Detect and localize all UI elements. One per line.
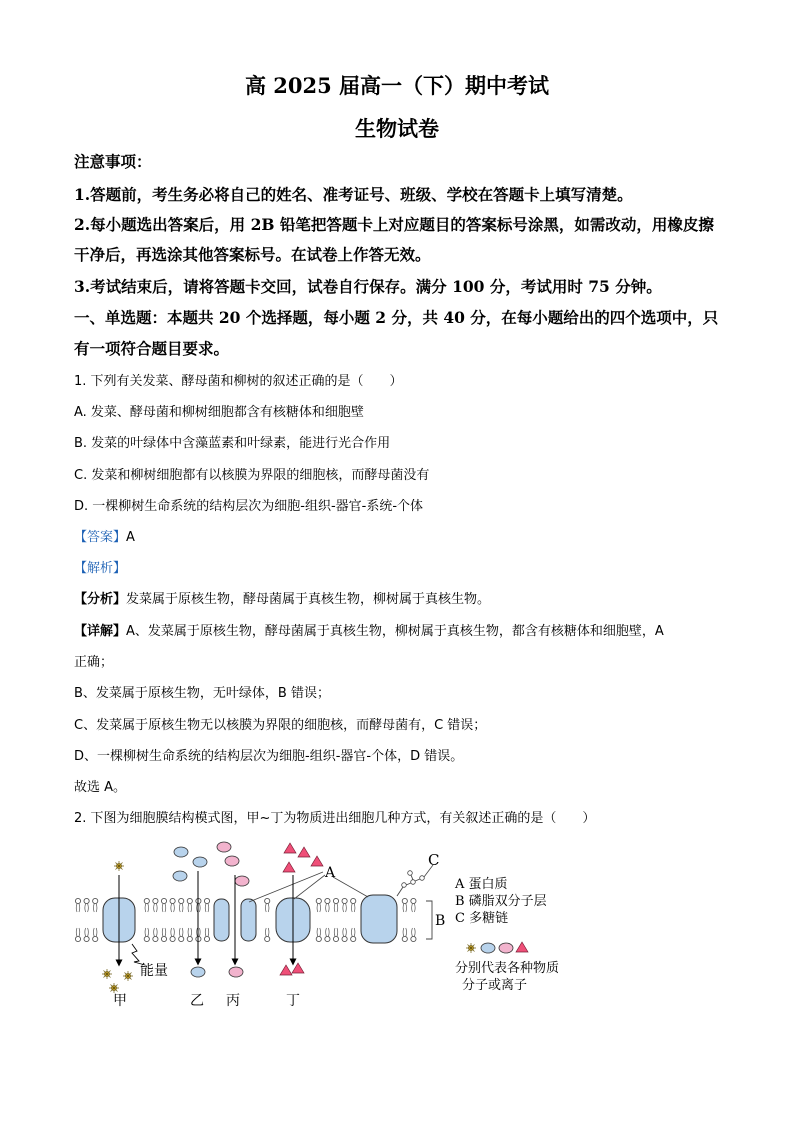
label-bing: 丙 xyxy=(226,993,240,1009)
phospholipid-head-outer xyxy=(402,898,407,912)
phospholipid-head-inner xyxy=(342,928,347,942)
phospholipid-head-outer xyxy=(316,898,321,912)
q1-explain-d: D、一棵柳树生命系统的结构层次为细胞-组织-器官-个体，D 错误。 xyxy=(74,749,464,764)
phospholipid-head-inner xyxy=(75,928,80,942)
xiangjie-text: A、发菜属于原核生物，酵母菌属于真核生物，柳树属于真核生物，都含有核糖体和细胞壁，A xyxy=(126,624,664,639)
notice-item-2: 2.每小题选出答案后，用 2B 铅笔把答题卡上对应题目的答案标号涂黑，如需改动，用橡皮擦 xyxy=(74,215,714,234)
q2-stem: 2. 下图为细胞膜结构模式图，甲~丁为物质进出细胞几种方式，有关叙述正确的是（ ） xyxy=(74,811,596,826)
cell-membrane-figure xyxy=(0,835,794,1015)
star-molecule-icon xyxy=(123,971,133,981)
phospholipid-head-inner xyxy=(333,928,338,942)
phospholipid-head-inner xyxy=(351,928,356,942)
phospholipid-head-outer xyxy=(144,898,149,912)
fenxi-text: 发菜属于原核生物，酵母菌属于真核生物，柳树属于真核生物。 xyxy=(126,592,491,607)
answer-value: A xyxy=(126,530,135,545)
label-yi: 乙 xyxy=(190,993,204,1009)
blue-molecule-icon xyxy=(193,857,207,867)
q1-option-b: B. 发菜的叶绿体中含藻蓝素和叶绿素，能进行光合作用 xyxy=(74,436,391,451)
triangle-molecule-icon xyxy=(280,965,292,975)
star-molecule-icon xyxy=(102,969,112,979)
phospholipid-head-outer xyxy=(161,898,166,912)
triangle-molecule-icon xyxy=(292,963,304,973)
phospholipid-head-outer xyxy=(204,898,209,912)
pink-molecule-icon xyxy=(225,856,239,866)
phospholipid-head-outer xyxy=(265,898,270,912)
triangle-molecule-icon xyxy=(311,856,323,866)
channel-protein-bing-left xyxy=(214,899,229,941)
phospholipid-head-outer xyxy=(325,898,330,912)
phospholipid-head-outer xyxy=(411,898,416,912)
label-ding: 丁 xyxy=(286,993,300,1009)
q1-xiangjie xyxy=(74,620,664,639)
star-molecule-icon xyxy=(114,861,124,871)
channel-protein-bing-right xyxy=(241,899,256,941)
legend-blue-molecule-icon xyxy=(481,943,495,953)
blue-molecule-icon xyxy=(173,871,187,881)
q1-xiangjie-cont: 正确； xyxy=(74,655,114,670)
q1-conclusion: 故选 A。 xyxy=(74,780,127,795)
phospholipid-head-inner xyxy=(144,928,149,942)
notice-item-1: 1.答题前，考生务必将自己的姓名、准考证号、班级、学校在答题卡上填写清楚。 xyxy=(74,185,633,204)
phospholipid-head-outer xyxy=(93,898,98,912)
pink-molecule-icon xyxy=(229,967,243,977)
legend-pink-molecule-icon xyxy=(499,943,513,953)
polysaccharide-chain xyxy=(397,865,433,896)
triangle-molecule-icon xyxy=(284,843,296,853)
phospholipid-head-inner xyxy=(325,928,330,942)
pink-molecule-icon xyxy=(235,876,249,886)
phospholipid-head-inner xyxy=(402,928,407,942)
phospholipid-head-outer xyxy=(333,898,338,912)
notice-item-2-cont: 干净后，再选涂其他答案标号。在试卷上作答无效。 xyxy=(74,245,431,264)
phospholipid-head-inner xyxy=(411,928,416,942)
xiangjie-tag: 【详解】 xyxy=(74,624,127,639)
phospholipid-head-outer xyxy=(187,898,192,912)
phospholipid-head-outer xyxy=(179,898,184,912)
q1-option-a: A. 发菜、酵母菌和柳树细胞都含有核糖体和细胞壁 xyxy=(74,405,364,420)
phospholipid-head-inner xyxy=(161,928,166,942)
notice-item-3: 3.考试结束后，请将答题卡交回，试卷自行保存。满分 100 分，考试用时 75 分钟。 xyxy=(74,277,662,296)
phospholipid-head-inner xyxy=(93,928,98,942)
section-heading-cont: 有一项符合题目要求。 xyxy=(74,339,230,358)
exam-title: 高 2025 届高一（下）期中考试 xyxy=(244,73,550,98)
phospholipid-head-inner xyxy=(153,928,158,942)
q1-option-d: D. 一棵柳树生命系统的结构层次为细胞-组织-器官-系统-个体 xyxy=(74,499,424,514)
label-a: A xyxy=(325,865,336,881)
phospholipid-head-inner xyxy=(316,928,321,942)
label-c: C xyxy=(428,851,440,869)
answer-tag: 【答案】 xyxy=(74,530,127,545)
q1-answer xyxy=(74,526,135,545)
phospholipid-head-inner xyxy=(179,928,184,942)
section-heading: 一、单选题：本题共 20 个选择题，每小题 2 分，共 40 分，在每小题给出的四个选项中，只 xyxy=(74,308,719,327)
phospholipid-head-outer xyxy=(342,898,347,912)
subject-title: 生物试卷 xyxy=(355,116,439,141)
q1-fenxi xyxy=(74,588,490,607)
phospholipid-head-inner xyxy=(187,928,192,942)
q1-explain-b: B、发菜属于原核生物，无叶绿体，B 错误； xyxy=(74,686,330,701)
phospholipid-head-inner xyxy=(84,928,89,942)
phospholipid-head-outer xyxy=(170,898,175,912)
membrane-protein-c xyxy=(361,895,397,943)
phospholipid-head-outer xyxy=(75,898,80,912)
label-energy: 能量 xyxy=(140,963,168,979)
q1-option-c: C. 发菜和柳树细胞都有以核膜为界限的细胞核，而酵母菌没有 xyxy=(74,468,430,483)
legend-lipid-bilayer: B 磷脂双分子层 xyxy=(455,894,547,909)
q1-stem: 1. 下列有关发菜、酵母菌和柳树的叙述正确的是（ ） xyxy=(74,374,403,389)
q1-analysis xyxy=(74,557,126,576)
legend-protein: A 蛋白质 xyxy=(455,877,508,892)
notice-heading: 注意事项： xyxy=(74,152,152,171)
phospholipid-head-outer xyxy=(351,898,356,912)
phospholipid-head-outer xyxy=(153,898,158,912)
label-b: B xyxy=(435,913,446,929)
phospholipid-head-outer xyxy=(84,898,89,912)
triangle-molecule-icon xyxy=(298,847,310,857)
pink-molecule-icon xyxy=(217,842,231,852)
legend-note-2: 分子或离子 xyxy=(462,978,528,993)
blue-molecule-icon xyxy=(191,967,205,977)
q1-explain-c: C、发菜属于原核生物无以核膜为界限的细胞核，而酵母菌有，C 错误； xyxy=(74,718,487,733)
phospholipid-head-inner xyxy=(204,928,209,942)
legend-triangle-icon xyxy=(516,942,528,952)
legend-polysaccharide: C 多糖链 xyxy=(455,911,509,926)
triangle-molecule-icon xyxy=(283,862,295,872)
legend-star-icon xyxy=(466,943,476,953)
blue-molecule-icon xyxy=(174,847,188,857)
fenxi-tag: 【分析】 xyxy=(74,592,127,607)
label-jia: 甲 xyxy=(113,993,127,1009)
star-molecule-icon xyxy=(109,983,119,993)
phospholipid-head-inner xyxy=(265,928,270,942)
legend-note-1: 分别代表各种物质 xyxy=(455,961,560,976)
analysis-tag: 【解析】 xyxy=(74,561,127,576)
phospholipid-head-inner xyxy=(170,928,175,942)
